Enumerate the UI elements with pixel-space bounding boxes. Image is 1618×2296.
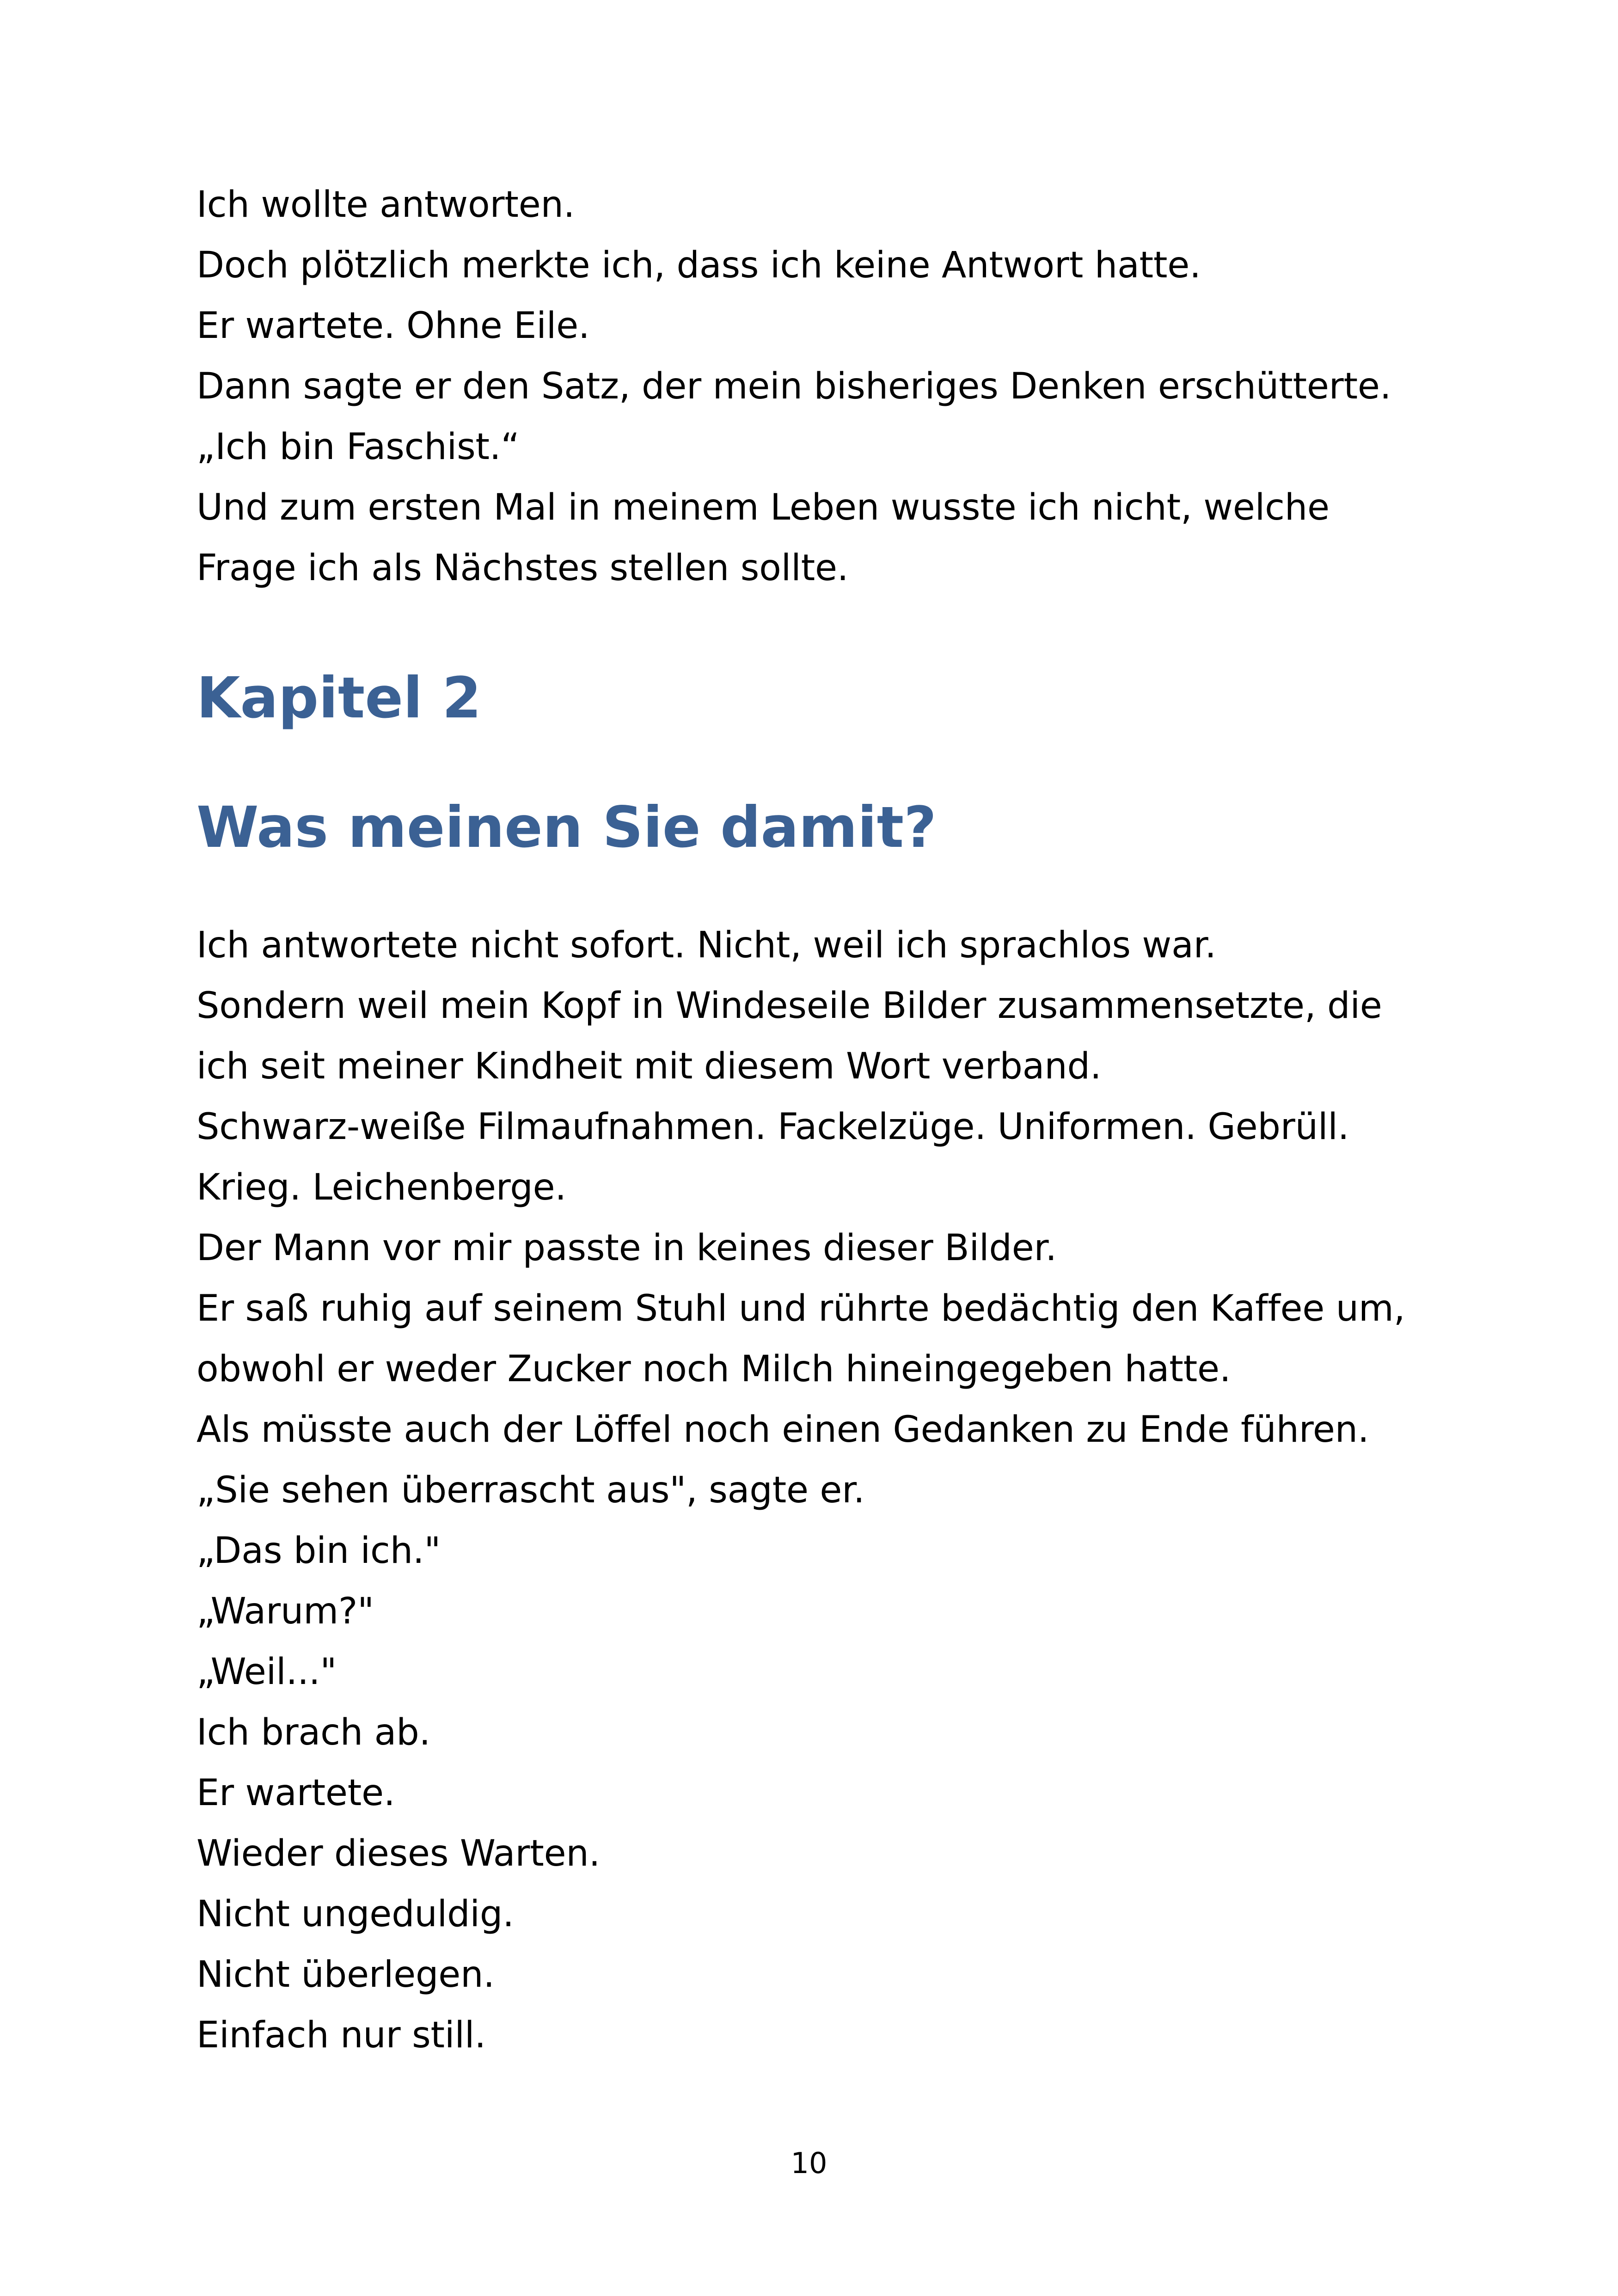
dialogue-line: „Das bin ich." (196, 1530, 441, 1572)
text-line: Als müsste auch der Löffel noch einen Gedanken zu Ende führen. (196, 1409, 1369, 1451)
dialogue-line: „Weil..." (196, 1651, 337, 1693)
text-line: Ich wollte antworten. (196, 184, 575, 226)
text-line: Dann sagte er den Satz, der mein bisheriges Denken erschütterte. (196, 366, 1391, 407)
chapter-number-heading: Kapitel 2 (196, 665, 482, 731)
text-line: Einfach nur still. (196, 2014, 486, 2056)
text-line: Ich antwortete nicht sofort. Nicht, weil ich sprachlos war. (196, 925, 1216, 966)
text-line: „Ich bin Faschist.“ (196, 426, 520, 468)
text-line: Ich brach ab. (196, 1712, 431, 1753)
text-line: Frage ich als Nächstes stellen sollte. (196, 547, 849, 589)
text-line: Doch plötzlich merkte ich, dass ich keine Antwort hatte. (196, 245, 1201, 286)
chapter-body (196, 915, 1445, 2066)
page-number: 10 (791, 2146, 827, 2180)
text-line: Er wartete. Ohne Eile. (196, 305, 590, 347)
text-line: ich seit meiner Kindheit mit diesem Wort verband. (196, 1046, 1102, 1087)
text-line: obwohl er weder Zucker noch Milch hineingegeben hatte. (196, 1348, 1231, 1390)
text-line: Er saß ruhig auf seinem Stuhl und rührte bedächtig den Kaffee um, (196, 1288, 1405, 1329)
text-line: Sondern weil mein Kopf in Windeseile Bilder zusammensetzte, die (196, 985, 1382, 1027)
dialogue-line: „Warum?" (196, 1591, 374, 1632)
text-line: Schwarz-weiße Filmaufnahmen. Fackelzüge. Uniformen. Gebrüll. (196, 1106, 1349, 1148)
chapter-title-heading: Was meinen Sie damit? (196, 795, 937, 860)
text-line: Wieder dieses Warten. (196, 1833, 601, 1874)
intro-paragraph (196, 175, 1445, 599)
text-line: Und zum ersten Mal in meinem Leben wusste ich nicht, welche (196, 487, 1330, 528)
text-line: Nicht überlegen. (196, 1954, 495, 1996)
dialogue-line: „Sie sehen überrascht aus", sagte er. (196, 1469, 865, 1511)
text-line: Nicht ungeduldig. (196, 1893, 514, 1935)
text-line: Der Mann vor mir passte in keines dieser Bilder. (196, 1227, 1057, 1269)
text-line: Er wartete. (196, 1772, 395, 1814)
text-line: Krieg. Leichenberge. (196, 1167, 566, 1208)
